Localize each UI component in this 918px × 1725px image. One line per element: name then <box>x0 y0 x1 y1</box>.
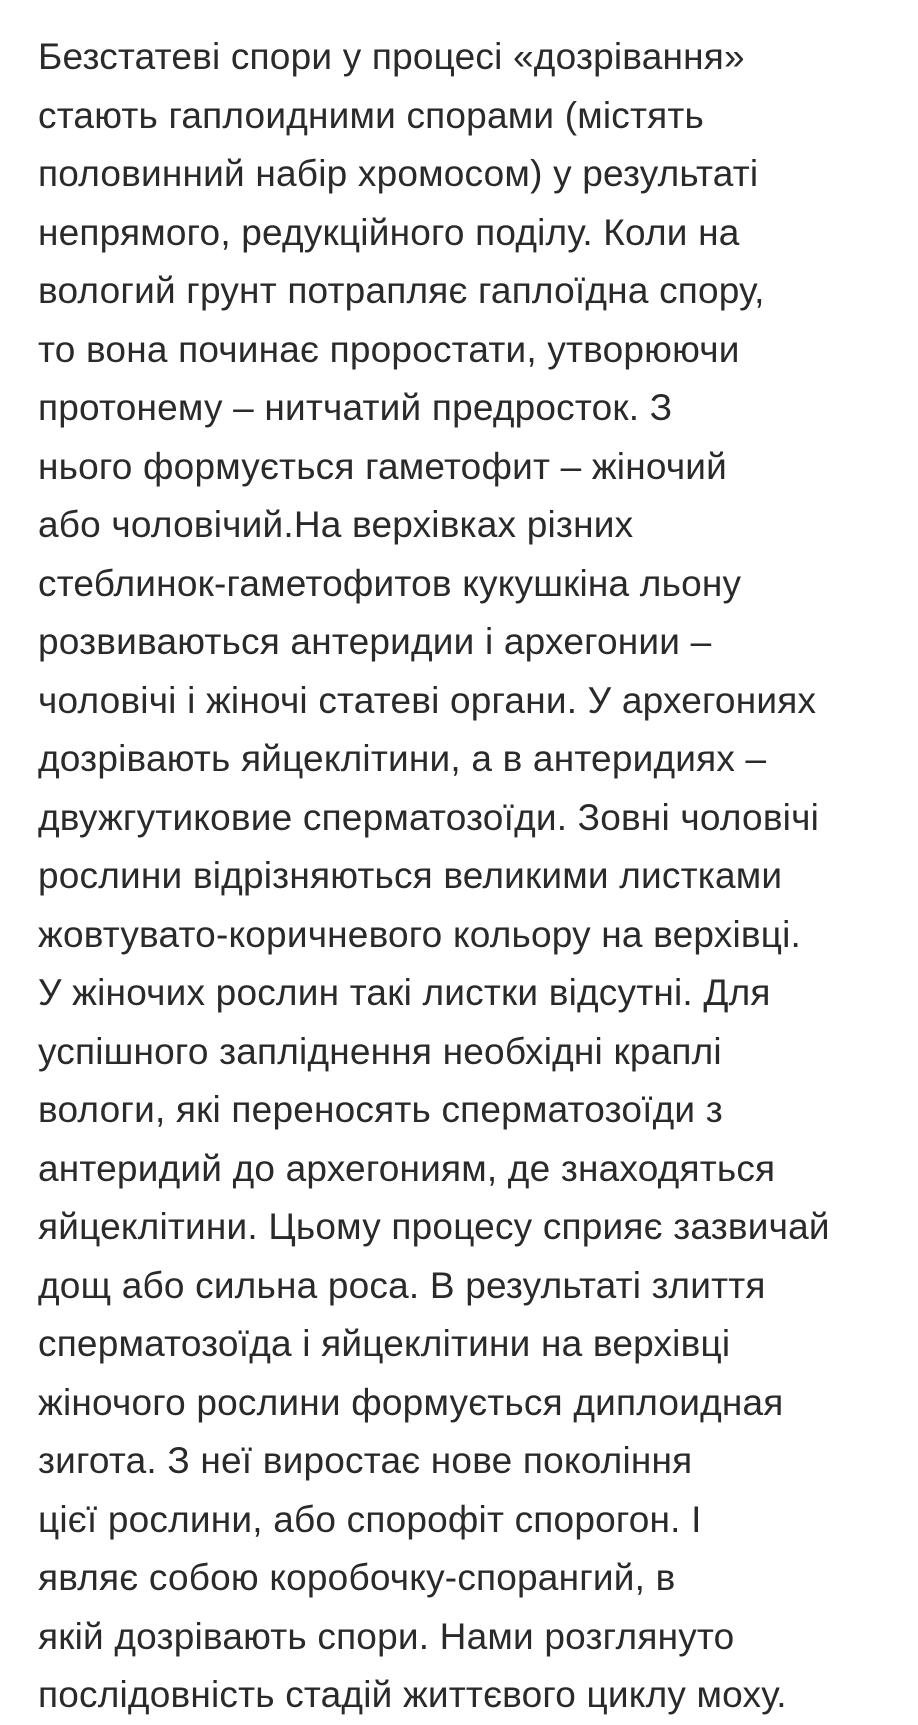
text-line: успішного запліднення необхідні краплі <box>38 1030 722 1072</box>
text-line: або чоловічий.На верхівках різних <box>38 504 634 545</box>
text-line: половинний набір хромосом) у результаті <box>38 153 759 194</box>
text-line: дощ або сильна роса. В результаті злиття <box>38 1264 766 1306</box>
text-line: вологи, які переносять сперматозоїди з <box>38 1089 723 1130</box>
text-line: цієї рослини, або спорофіт спорогон. І <box>38 1498 702 1540</box>
text-line: жовтувато-коричневого кольору на верхівці. <box>38 913 802 955</box>
text-line: якій дозрівають спори. Нами розглянуто <box>38 1615 735 1657</box>
text-line: рослини відрізняються великими листками <box>38 855 783 896</box>
text-line: дозрівають яйцеклітини, а в антеридиях – <box>38 738 767 779</box>
text-line: протонему – нитчатий предросток. З <box>38 387 673 428</box>
text-line: то вона починає проростати, утворюючи <box>38 328 740 370</box>
text-line: послідовність стадій життєвого циклу моху. <box>38 1674 787 1715</box>
text-line: вологий грунт потрапляє гаплоїдна спору, <box>38 270 765 311</box>
text-line: У жіночих рослин такі листки відсутні. Для <box>38 972 771 1013</box>
text-line: антеридий до архегониям, де знаходяться <box>38 1147 776 1189</box>
text-line: Безстатеві спори у процесі «дозрівання» <box>38 36 745 77</box>
text-line: нього формується гаметофит – жіночий <box>38 445 728 487</box>
text-line: стеблинок-гаметофитов кукушкіна льону <box>38 562 742 604</box>
text-line: жіночого рослини формується диплоидная <box>38 1381 784 1423</box>
text-line: зигота. З неї виростає нове покоління <box>38 1440 693 1481</box>
text-line: розвиваються антеридии і архегонии – <box>38 621 712 662</box>
text-line: стають гаплоидними спорами (містять <box>38 94 705 136</box>
text-line: являє собою коробочку-спорангий, в <box>38 1557 676 1598</box>
text-line: сперматозоїда і яйцеклітини на верхівці <box>38 1323 731 1364</box>
text-line: яйцеклітини. Цьому процесу сприяє зазвичай <box>38 1206 830 1247</box>
paragraph <box>38 28 918 1725</box>
text-line: двужгутикови​е сперматозоїди. Зовні чоловічі <box>38 796 819 838</box>
text-line: непрямого, редукційного поділу. Коли на <box>38 211 740 253</box>
text-line: чоловічі і жіночі статеві органи. У архегониях <box>38 679 817 721</box>
